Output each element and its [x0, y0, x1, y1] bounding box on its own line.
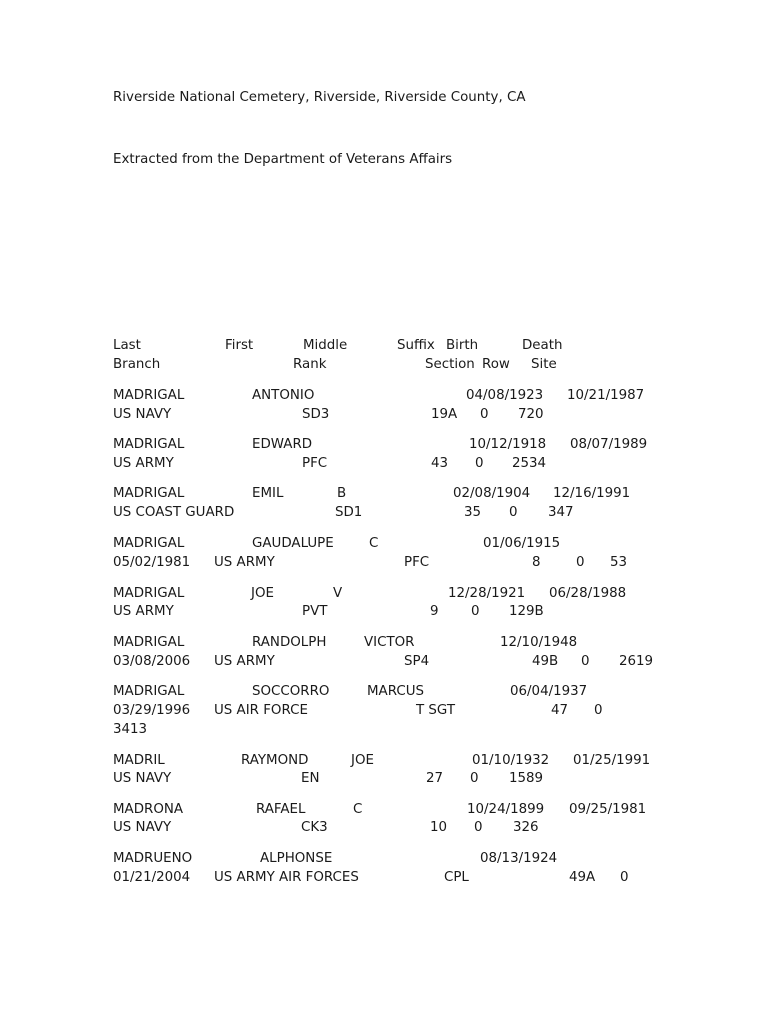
cell-rank: T SGT	[416, 703, 456, 718]
cell-rank: PVT	[302, 604, 328, 619]
cell-section: 9	[430, 604, 439, 619]
cell-last: MADRIGAL	[113, 586, 185, 601]
cell-section: 27	[426, 771, 444, 786]
cell-first: JOE	[251, 586, 274, 601]
cell-branch: US NAVY	[113, 820, 172, 835]
cell-birth: 01/06/1915	[483, 536, 561, 551]
cell-rank: PFC	[404, 555, 430, 570]
cell-middle: C	[353, 802, 363, 817]
cell-rank: SP4	[404, 654, 430, 669]
cell-birth: 04/08/1923	[466, 388, 544, 403]
cell-last: MADRIGAL	[113, 486, 185, 501]
cell-death: 05/02/1981	[113, 555, 191, 570]
cell-section: 8	[532, 555, 541, 570]
cell-rank: CK3	[301, 820, 328, 835]
cell-section: 35	[464, 505, 482, 520]
cell-first: RANDOLPH	[252, 635, 327, 650]
cell-first: ANTONIO	[252, 388, 315, 403]
cell-first: SOCCORRO	[252, 684, 330, 699]
cell-birth: 08/13/1924	[480, 851, 558, 866]
header-first: First	[225, 338, 254, 353]
cell-row: 0	[470, 771, 479, 786]
cell-first: EDWARD	[252, 437, 313, 452]
cell-middle: V	[333, 586, 343, 601]
cell-death: 09/25/1981	[569, 802, 647, 817]
cell-middle: MARCUS	[367, 684, 425, 699]
cell-section: 10	[430, 820, 448, 835]
cell-section: 47	[551, 703, 569, 718]
cell-last: MADRIGAL	[113, 536, 185, 551]
cell-rank: CPL	[444, 870, 469, 885]
cell-section: 43	[431, 456, 449, 471]
cell-row: 0	[509, 505, 518, 520]
cell-rank: SD3	[302, 407, 330, 422]
cell-middle: B	[337, 486, 347, 501]
cell-first: RAFAEL	[256, 802, 306, 817]
cell-death: 01/25/1991	[573, 753, 651, 768]
cell-branch: US COAST GUARD	[113, 505, 235, 520]
cell-site: 720	[518, 407, 544, 422]
cell-death: 03/08/2006	[113, 654, 191, 669]
cell-row: 0	[620, 870, 629, 885]
cell-last: MADRIGAL	[113, 635, 185, 650]
cell-birth: 06/04/1937	[510, 684, 588, 699]
cell-first: EMIL	[252, 486, 284, 501]
cell-birth: 01/10/1932	[472, 753, 550, 768]
cell-middle: VICTOR	[364, 635, 415, 650]
cell-rank: SD1	[335, 505, 363, 520]
cell-last: MADRIL	[113, 753, 165, 768]
cell-row: 0	[576, 555, 585, 570]
cell-row: 0	[581, 654, 590, 669]
cell-rank: EN	[301, 771, 320, 786]
cell-site: 3413	[113, 722, 148, 737]
cell-site: 1589	[509, 771, 544, 786]
cell-site: 2534	[512, 456, 547, 471]
cell-last: MADRUENO	[113, 851, 193, 866]
cell-branch: US ARMY	[214, 555, 275, 570]
header-last: Last	[113, 338, 141, 353]
cell-row: 0	[474, 820, 483, 835]
source-note: Extracted from the Department of Veterans Affairs	[113, 152, 453, 167]
cell-death: 01/21/2004	[113, 870, 191, 885]
header-death: Death	[522, 338, 563, 353]
header-middle: Middle	[303, 338, 348, 353]
cell-birth: 10/24/1899	[467, 802, 545, 817]
cell-middle: C	[369, 536, 379, 551]
cell-birth: 12/28/1921	[448, 586, 526, 601]
cell-last: MADRIGAL	[113, 684, 185, 699]
cell-last: MADRIGAL	[113, 388, 185, 403]
cell-row: 0	[471, 604, 480, 619]
cell-site: 326	[513, 820, 539, 835]
header-rank: Rank	[293, 357, 327, 372]
cell-death: 08/07/1989	[570, 437, 648, 452]
header-section: Section	[425, 357, 475, 372]
cell-last: MADRONA	[113, 802, 184, 817]
cell-middle: JOE	[351, 753, 374, 768]
page-title: Riverside National Cemetery, Riverside, Riverside County, CA	[113, 90, 526, 105]
cell-section: 49B	[532, 654, 559, 669]
cell-branch: US ARMY	[113, 456, 174, 471]
cell-site: 2619	[619, 654, 654, 669]
cell-branch: US ARMY AIR FORCES	[214, 870, 359, 885]
cell-branch: US ARMY	[214, 654, 275, 669]
cell-rank: PFC	[302, 456, 328, 471]
cell-first: RAYMOND	[241, 753, 309, 768]
cell-birth: 10/12/1918	[469, 437, 547, 452]
cell-branch: US ARMY	[113, 604, 174, 619]
cell-row: 0	[594, 703, 603, 718]
cell-site: 53	[610, 555, 628, 570]
cell-branch: US NAVY	[113, 407, 172, 422]
cell-site: 129B	[509, 604, 544, 619]
cell-site: 347	[548, 505, 574, 520]
cell-section: 19A	[431, 407, 458, 422]
cell-death: 12/16/1991	[553, 486, 631, 501]
cell-last: MADRIGAL	[113, 437, 185, 452]
cell-first: GAUDALUPE	[252, 536, 334, 551]
cell-row: 0	[480, 407, 489, 422]
cell-first: ALPHONSE	[260, 851, 333, 866]
header-suffix: Suffix	[397, 338, 435, 353]
header-row: Row	[482, 357, 510, 372]
cell-death: 10/21/1987	[567, 388, 645, 403]
header-birth: Birth	[446, 338, 479, 353]
cell-branch: US NAVY	[113, 771, 172, 786]
cell-row: 0	[475, 456, 484, 471]
header-site: Site	[531, 357, 557, 372]
cell-birth: 12/10/1948	[500, 635, 578, 650]
cell-death: 03/29/1996	[113, 703, 191, 718]
header-branch: Branch	[113, 357, 161, 372]
cell-death: 06/28/1988	[549, 586, 627, 601]
cell-section: 49A	[569, 870, 596, 885]
cell-branch: US AIR FORCE	[214, 703, 308, 718]
cell-birth: 02/08/1904	[453, 486, 531, 501]
